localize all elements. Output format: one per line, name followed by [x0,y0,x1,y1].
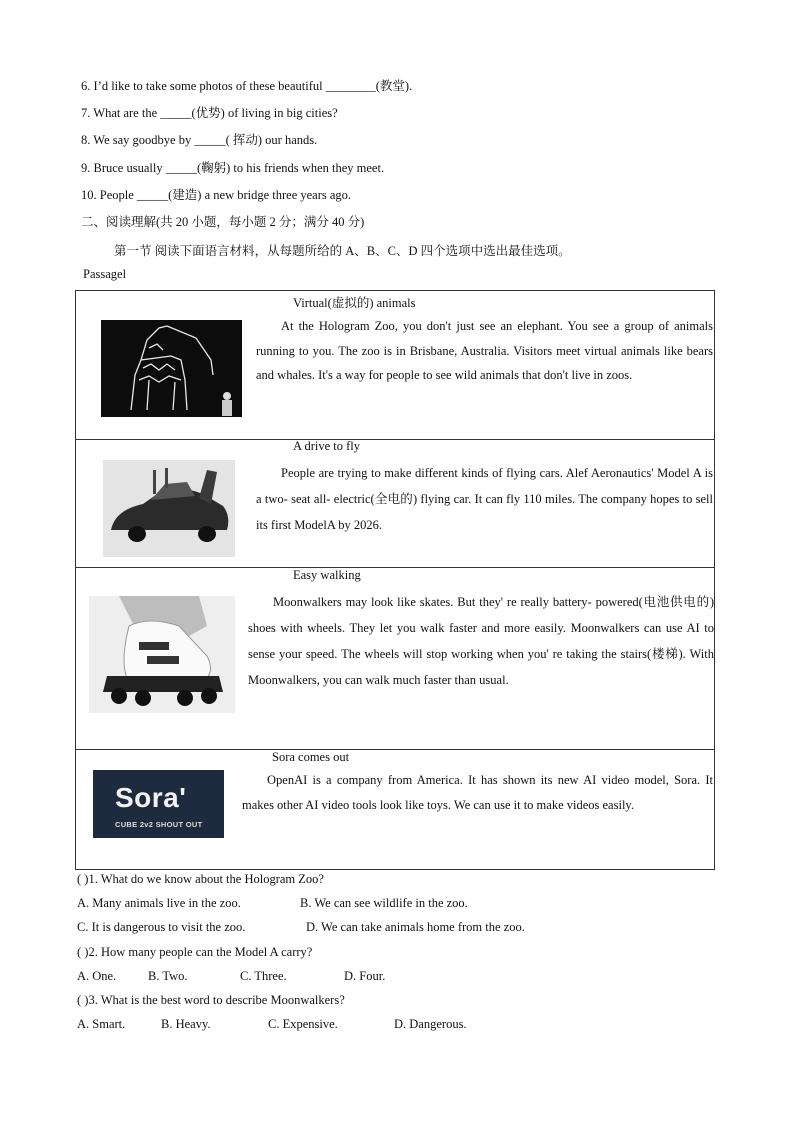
article-flying-car [76,439,714,568]
question-3-option-d: D. Dangerous. [394,1017,467,1031]
question-2-option-a: A. One. [77,969,117,983]
question-3-option-a: A. Smart. [77,1017,126,1031]
sora-logo-tagline: CUBE 2v2 SHOUT OUT [115,820,203,829]
fill-blank-8: 8. We say goodbye by _____( 挥动) our hands. [81,133,318,147]
moonwalkers-image [89,596,235,713]
article-title: A drive to fly [293,439,361,453]
question-1-option-a: A. Many animals live in the zoo. [77,896,241,910]
instruction: 第一节 阅读下面语言材料，从每题所给的 A、B、C、D 四个选项中选出最佳选项。 [114,244,571,258]
question-1-option-c: C. It is dangerous to visit the zoo. [77,920,246,934]
question-2-option-d: D. Four. [344,969,386,983]
passage-table [75,290,715,870]
sora-logo-word: Sora' [115,782,187,813]
flying-car-image [103,460,235,557]
question-2-stem: ( )2. How many people can the Model A carry? [77,945,313,959]
giraffe-hologram-image [101,320,242,417]
question-1-option-b: B. We can see wildlife in the zoo. [300,896,468,910]
article-body: Moonwalkers may look like skates. But they' re really battery- powered(电池供电的) shoes with wheels. They let you walk faster and more easily. Moonwalkers can use AI to sense your speed. The wheels will stop working when you' re taking the stairs(楼梯). With Moonwalkers, you can walk much faster than usual. [248,595,714,687]
sora-logo-image [93,770,224,838]
article-body: At the Hologram Zoo, you don't just see an elephant. You see a group of animals running to you. The zoo is in Brisbane, Australia. Visitors meet virtual animals like bears and whales. It's a way for people to see wild animals that don't live in zoos. [256,319,713,382]
fill-blank-7: 7. What are the _____(优势) of living in big cities? [81,106,338,120]
article-title: Virtual(虚拟的) animals [293,296,416,310]
question-3-option-b: B. Heavy. [161,1017,211,1031]
article-virtual-animals [76,291,714,440]
question-3-stem: ( )3. What is the best word to describe Moonwalkers? [77,993,345,1007]
article-body: OpenAI is a company from America. It has shown its new AI video model, Sora. It makes other AI video tools look like toys. We can use it to make videos easily. [242,773,713,812]
fill-blank-6: 6. I’d like to take some photos of these beautiful ________(教堂). [81,79,413,93]
question-1-option-d: D. We can take animals home from the zoo. [306,920,525,934]
passage-label: Passagel [83,267,127,281]
fill-blank-9: 9. Bruce usually _____(鞠躬) to his friends when they meet. [81,161,385,175]
article-title: Easy walking [293,568,361,582]
article-title: Sora comes out [272,750,350,764]
article-sora [76,749,714,869]
article-moonwalkers [76,567,714,750]
section-title: 二、阅读理解(共 20 小题，每小题 2 分；满分 40 分) [81,215,365,229]
fill-blank-10: 10. People _____(建造) a new bridge three years ago. [81,188,352,202]
article-body: People are trying to make different kinds of flying cars. Alef Aeronautics' Model A is a two- seat all- electric(全电的) flying car. It can fly 110 miles. The company hopes to sell its first ModelA by 2026. [256,466,713,532]
question-2-option-b: B. Two. [148,969,188,983]
question-3-option-c: C. Expensive. [268,1017,338,1031]
question-1-stem: ( )1. What do we know about the Hologram Zoo? [77,872,324,886]
question-2-option-c: C. Three. [240,969,287,983]
